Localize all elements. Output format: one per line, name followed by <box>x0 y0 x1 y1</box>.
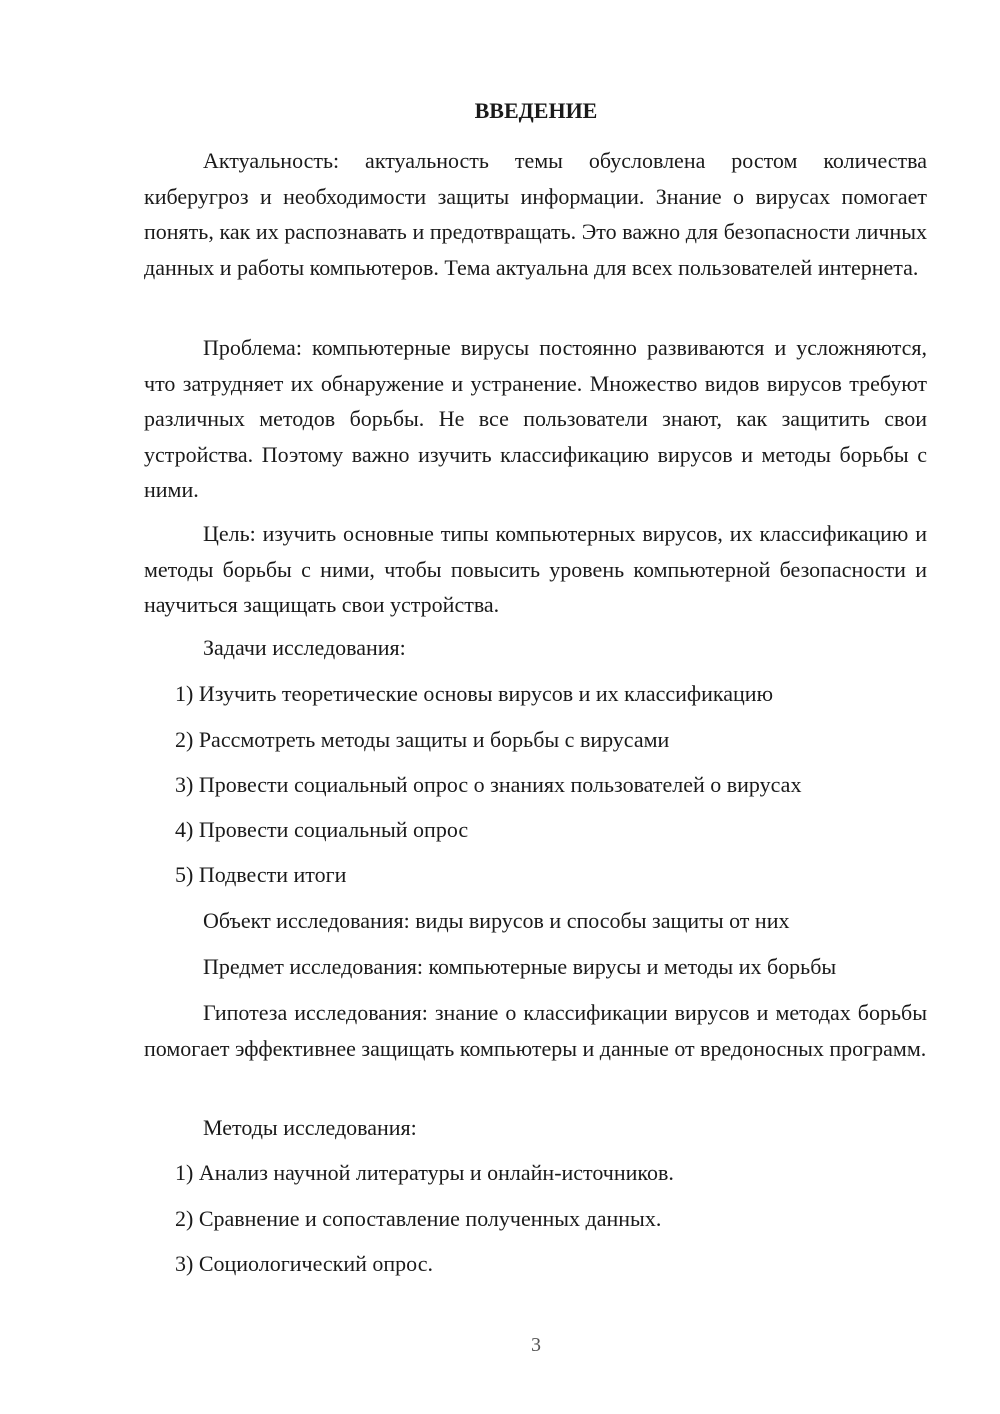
methods-heading: Методы исследования: <box>203 1115 417 1140</box>
goal-paragraph: Цель: изучить основные типы компьютерных вирусов, их классификацию и методы борьбы с ними, чтобы повысить уровень компьютерной безопасности и научиться защищать свои устройства. <box>144 521 927 617</box>
page-title: ВВЕДЕНИЕ <box>474 98 598 123</box>
task-item-5: 5) Подвести итоги <box>175 862 347 887</box>
task-item-1: 1) Изучить теоретические основы вирусов и их классификацию <box>175 681 774 706</box>
method-item-2: 2) Сравнение и сопоставление полученных данных. <box>175 1206 662 1231</box>
task-item-4: 4) Провести социальный опрос <box>175 817 469 842</box>
hypothesis-paragraph: Гипотеза исследования: знание о классификации вирусов и методах борьбы помогает эффективнее защищать компьютеры и данные от вредоносных программ. <box>144 1000 927 1061</box>
task-item-2: 2) Рассмотреть методы защиты и борьбы с вирусами <box>175 727 670 752</box>
relevance-paragraph: Актуальность: актуальность темы обусловлена ростом количества киберугроз и необходимости защиты информации. Знание о вирусах помогает понять, как их распознавать и предотвращать. Это важно для безопасности личных данных и работы компьютеров. Тема актуальна для всех пользователей интернета. <box>144 148 927 280</box>
task-item-3: 3) Провести социальный опрос о знаниях пользователей о вирусах <box>175 772 802 797</box>
tasks-heading: Задачи исследования: <box>203 635 406 660</box>
research-object: Объект исследования: виды вирусов и способы защиты от них <box>203 908 790 933</box>
method-item-3: 3) Социологический опрос. <box>175 1251 433 1276</box>
problem-paragraph: Проблема: компьютерные вирусы постоянно развиваются и усложняются, что затрудняет их обнаружение и устранение. Множество видов вирусов требуют различных методов борьбы. Не все пользователи знают, как защитить свои устройства. Поэтому важно изучить классификацию вирусов и методы борьбы с ними. <box>144 335 927 502</box>
research-subject: Предмет исследования: компьютерные вирусы и методы их борьбы <box>203 954 837 979</box>
page-number: 3 <box>531 1334 541 1356</box>
method-item-1: 1) Анализ научной литературы и онлайн-источников. <box>175 1160 674 1185</box>
